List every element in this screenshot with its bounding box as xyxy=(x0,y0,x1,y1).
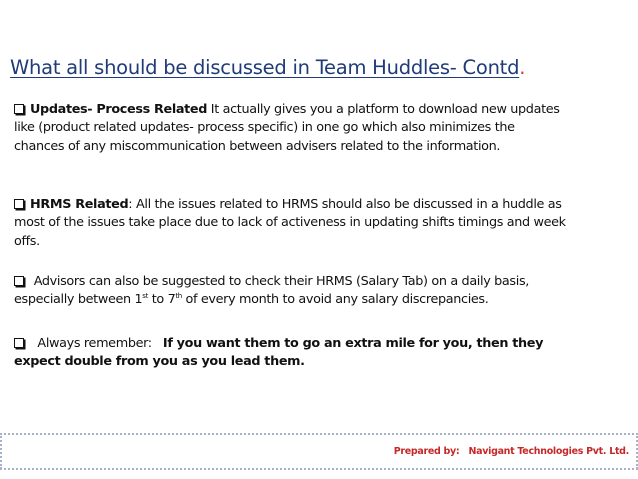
bullet-updates-text: It actually gives you a platform to download new updates like (product related updates- process specific) in one go which also minimizes the chances of any miscommunication between advisers related to the information. xyxy=(14,102,560,154)
bullet-salary xyxy=(14,273,566,310)
checkbox-bullet-icon xyxy=(14,199,24,209)
bullet-hrms-text: : All the issues related to HRMS should also be discussed in a huddle as most of the issues take place due to lack of activeness in updating shifts timings and week offs. xyxy=(14,197,566,249)
checkbox-bullet-icon xyxy=(14,104,24,114)
footer-bottom-border xyxy=(0,468,638,470)
slide-title-text: What all should be discussed in Team Huddles- Contd xyxy=(10,56,520,79)
bullet-salary-sup-1: st xyxy=(142,292,148,301)
bullet-salary-text-2: to 7 xyxy=(147,292,176,308)
bullet-hrms xyxy=(14,196,566,251)
footer-left-border xyxy=(0,433,2,469)
slide-title xyxy=(10,56,630,79)
bullet-salary-text-1: Advisors can also be suggested to check their HRMS (Salary Tab) on a daily basis, especially between 1 xyxy=(14,274,529,308)
bullet-updates-heading: Updates- Process Related xyxy=(30,102,208,117)
footer-company: Navigant Technologies Pvt. Ltd. xyxy=(468,446,629,457)
checkbox-bullet-icon xyxy=(14,338,24,348)
bullet-remember xyxy=(14,335,566,372)
bullet-remember-bold: If you want them to go an extra mile for you, then they expect double from you as you lead them. xyxy=(14,336,544,370)
bullet-remember-lead: Always remember: xyxy=(30,336,163,351)
footer-credit xyxy=(394,446,629,457)
bullet-updates xyxy=(14,101,566,156)
footer-top-border xyxy=(0,433,638,435)
bullet-salary-text-3: of every month to avoid any salary discrepancies. xyxy=(181,292,489,308)
slide-title-period: . xyxy=(519,56,526,79)
checkbox-bullet-icon xyxy=(14,276,24,286)
bullet-hrms-heading: HRMS Related xyxy=(30,197,129,212)
footer-label: Prepared by: xyxy=(393,446,460,457)
bullet-salary-sup-2: th xyxy=(175,292,182,301)
